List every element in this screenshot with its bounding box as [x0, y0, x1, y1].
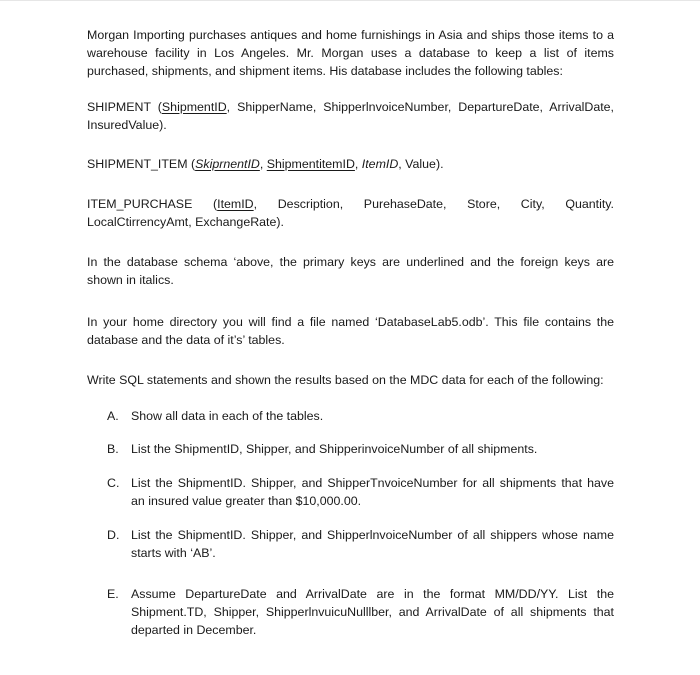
separator: ,: [354, 157, 362, 171]
task-marker: A.: [107, 409, 119, 423]
task-list: [87, 407, 614, 639]
pk-itemid: ItemID: [217, 197, 254, 211]
paren-open: (: [157, 100, 162, 114]
task-item: [87, 526, 614, 562]
shipment-item-columns: , Value).: [398, 157, 444, 171]
task-marker: E.: [107, 587, 119, 601]
task-marker: D.: [107, 528, 120, 542]
table-name-item-purchase: ITEM_PURCHASE: [87, 197, 193, 211]
schema-shipment: [87, 98, 614, 134]
task-text: List the ShipmentID. Shipper, and ShipperTnvoiceNumber for all shipments that have an insured value greater than $10,000.00.: [131, 476, 614, 508]
tasks-heading: Write SQL statements and shown the results based on the MDC data for each of the following:: [87, 373, 604, 387]
paren-open: (: [213, 197, 218, 211]
table-name-shipment-item: SHIPMENT_ITEM: [87, 157, 188, 171]
task-item: [87, 440, 614, 458]
item-purchase-columns: , Description, PurehaseDate, Store, City, Quantity. LocalCtirrencyAmt, ExchangeRate).: [87, 197, 614, 229]
task-text: List the ShipmentID. Shipper, and ShipperlnvoiceNumber of all shippers whose name starts with ‘AB’.: [131, 528, 614, 560]
keys-note: In the database schema ‘above, the primary keys are underlined and the foreign keys are shown in italics.: [87, 255, 614, 287]
task-text: Show all data in each of the tables.: [131, 409, 324, 423]
task-item: [87, 474, 614, 510]
task-text: List the ShipmentID, Shipper, and ShipperinvoiceNumber of all shipments.: [131, 442, 538, 456]
schema-item-purchase: [87, 195, 614, 231]
fk-itemid: ItemID: [361, 157, 399, 171]
task-marker: B.: [107, 442, 119, 456]
pk-shipmentid: ShipmentID: [161, 100, 227, 114]
pk-fk-shipmentid: [195, 157, 260, 171]
fk-shipmentid: SkiprnentID: [195, 157, 260, 171]
separator: ,: [259, 157, 267, 171]
task-item: [87, 407, 614, 425]
task-item: [87, 585, 614, 639]
intro-paragraph: Morgan Importing purchases antiques and home furnishings in Asia and ships those items to a warehouse facility in Los Angeles. Mr. Morgan uses a database to keep a list of items purchased, shipments, and shipment items. His database includes the following tables:: [87, 28, 614, 78]
file-note: In your home directory you will find a file named ‘DatabaseLab5.odb’. This file contains the database and the data of it’s’ tables.: [87, 315, 614, 347]
pk-shipmentitemid: ShipmentitemID: [266, 157, 355, 171]
table-name-shipment: SHIPMENT: [87, 100, 151, 114]
task-text: Assume DepartureDate and ArrivalDate are in the format MM/DD/YY. List the Shipment.TD, Shipper, ShipperlnvuicuNulllber, and ArrivalDate of all shipments that departed in December.: [131, 587, 614, 637]
task-marker: C.: [107, 476, 120, 490]
schema-shipment-item: [87, 155, 614, 173]
shipment-columns: , ShipperName, ShipperlnvoiceNumber, DepartureDate, ArrivalDate, InsuredValue).: [87, 100, 614, 132]
paren-open: (: [190, 157, 196, 171]
